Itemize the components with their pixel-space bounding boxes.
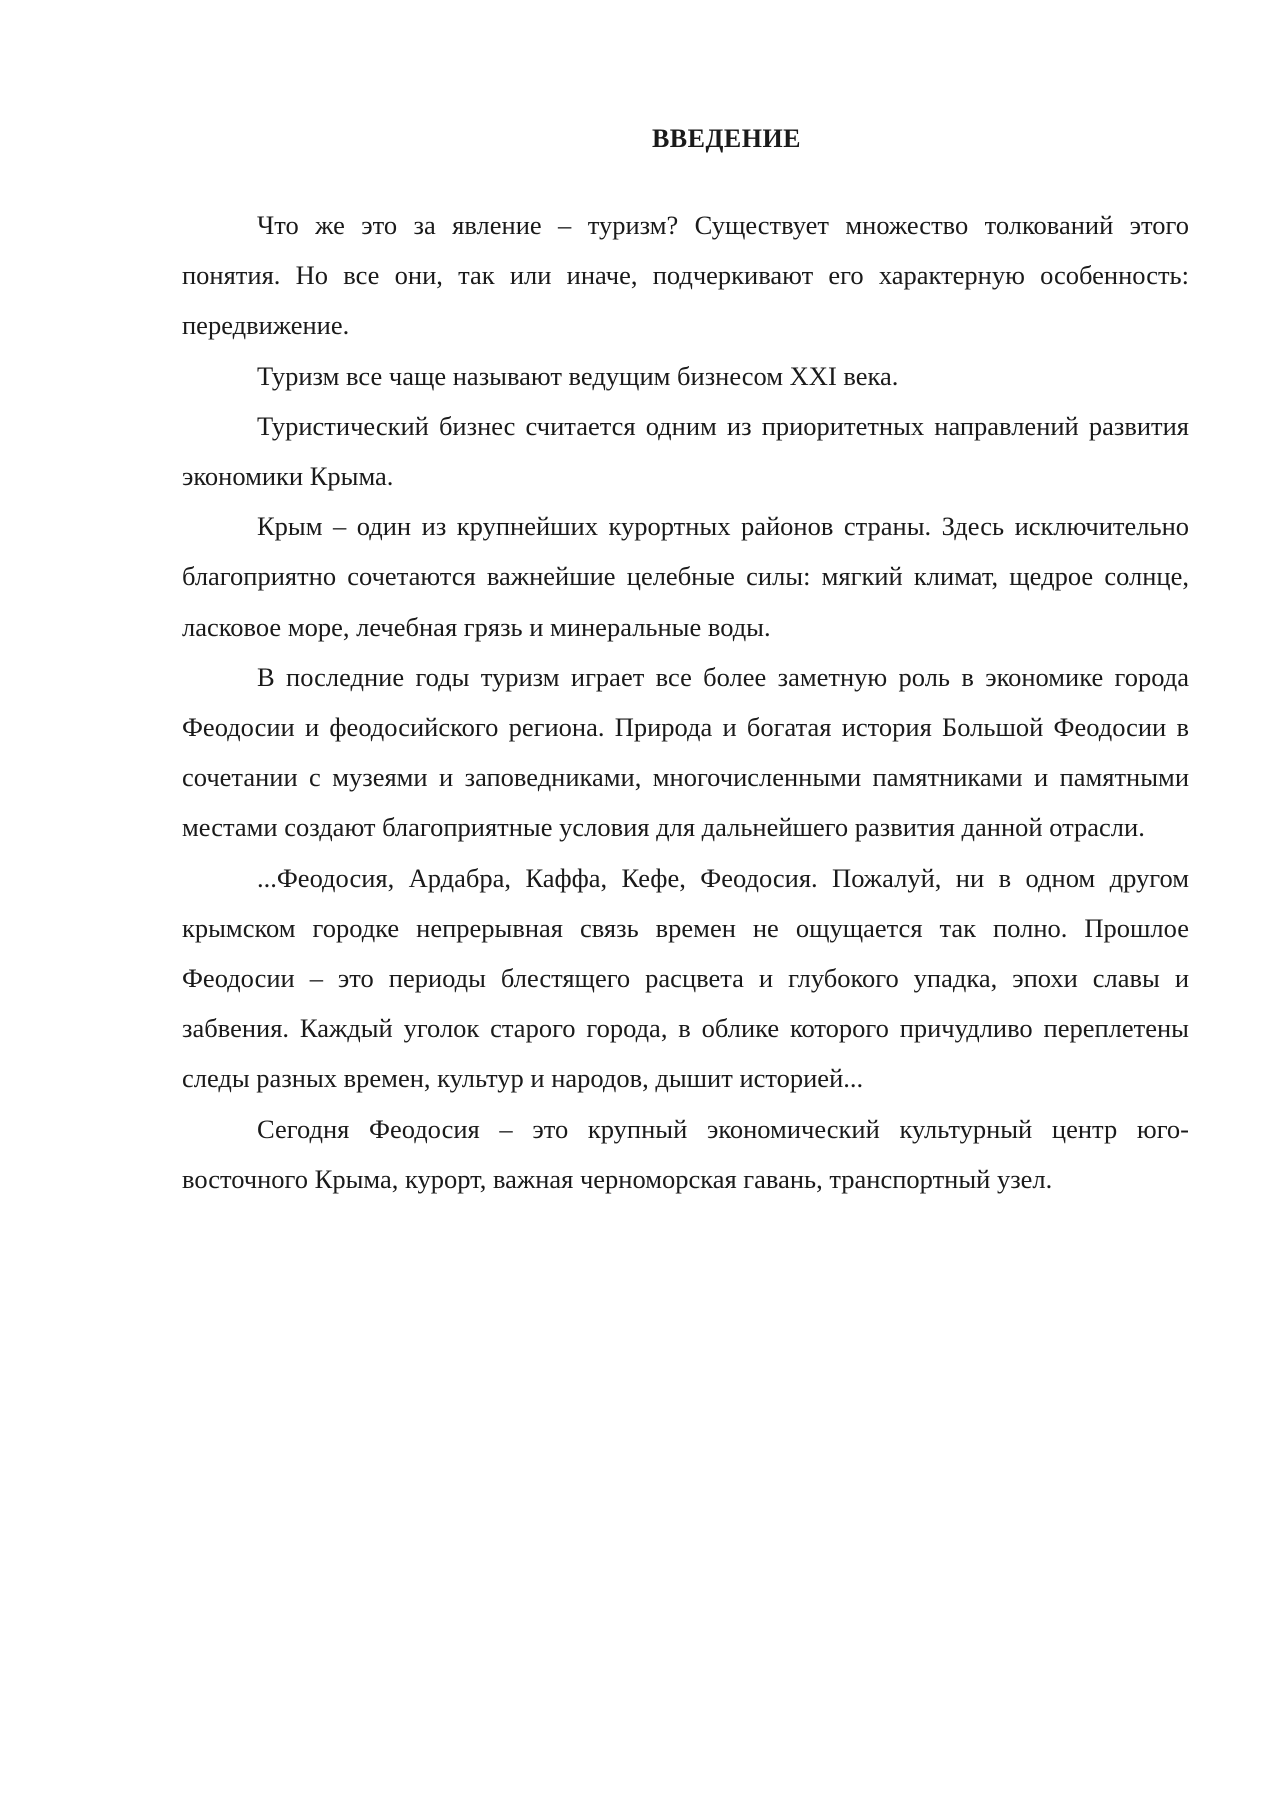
paragraph-1: Что же это за явление – туризм? Существует множество толкований этого понятия. Но все они, так или иначе, подчеркивают его характерную особенность: передвижение.: [182, 210, 1189, 341]
paragraph-2: Туризм все чаще называют ведущим бизнесом XXI века.: [257, 360, 899, 391]
paragraph-3: Туристический бизнес считается одним из приоритетных направлений развития экономики Крыма.: [182, 410, 1189, 492]
paragraph-4: Крым – один из крупнейших курортных районов страны. Здесь исключительно благоприятно сочетаются важнейшие целебные силы: мягкий климат, щедрое солнце, ласковое море, лечебная грязь и минеральные воды.: [182, 511, 1189, 642]
document-body: [182, 118, 1189, 1204]
paragraph-6: ...Феодосия, Ардабра, Каффа, Кефе, Феодосия. Пожалуй, ни в одном другом крымском городке непрерывная связь времен не ощущается так полно. Прошлое Феодосии – это периоды блестящего расцвета и глубокого упадка, эпохи славы и забвения. Каждый уголок старого города, в облике которого причудливо переплетены следы разных времен, культур и народов, дышит историей...: [182, 862, 1189, 1094]
paragraph-7: Сегодня Феодосия – это крупный экономический культурный центр юго-восточного Крыма, курорт, важная черноморская гавань, транспортный узел.: [182, 1113, 1189, 1194]
paragraph-5: В последние годы туризм играет все более заметную роль в экономике города Феодосии и феодосийского региона. Природа и богатая история Большой Феодосии в сочетании с музеями и заповедниками, многочисленными памятниками и памятными местами создают благоприятные условия для дальнейшего развития данной отрасли.: [182, 661, 1189, 843]
page-title: ВВЕДЕНИЕ: [651, 124, 802, 153]
